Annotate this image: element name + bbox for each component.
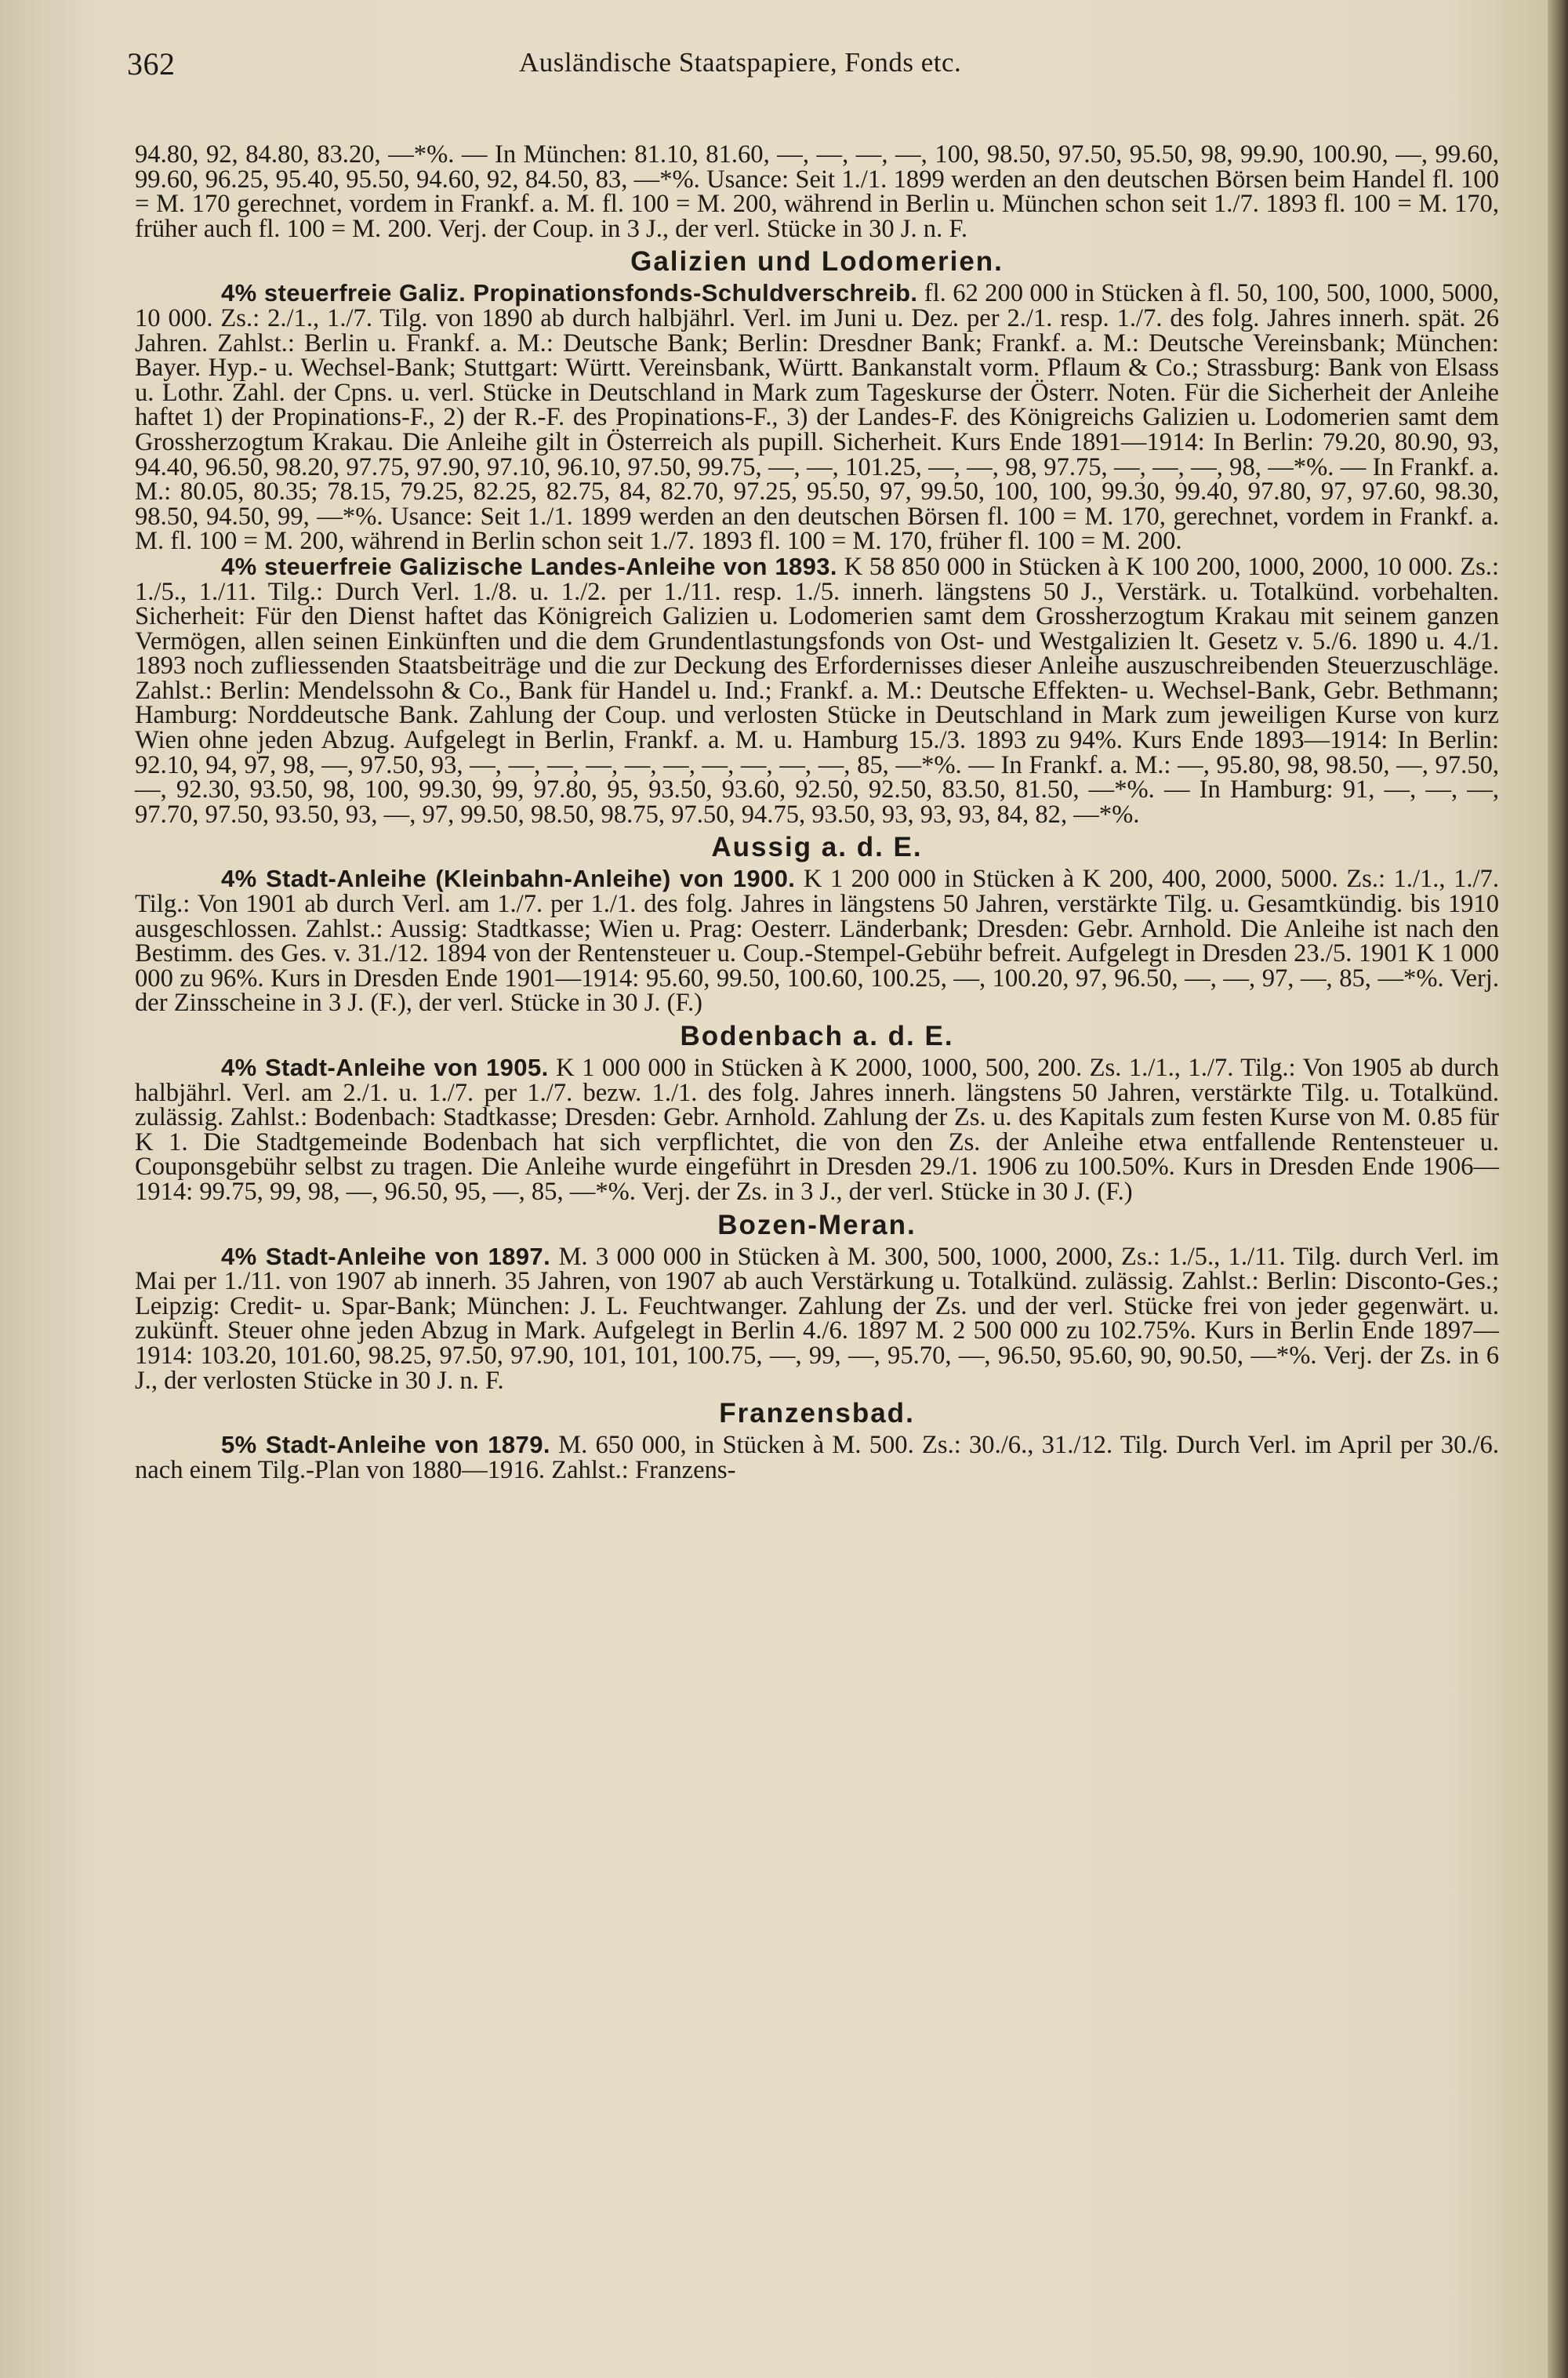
bond-entry-landes-anleihe-1893 (135, 554, 1499, 828)
bond-title: 4% Stadt-Anleihe von 1905. (221, 1054, 549, 1081)
continuation-paragraph (135, 140, 1499, 243)
region-heading-bodenbach: Bodenbach a. d. E. (680, 1021, 954, 1051)
entry-body: M. 3 000 000 in Stücken à M. 300, 500, 1000, 2000, Zs.: 1./5., 1./11. Tilg. durch Verl. im Mai per 1./11. von 1907 ab innerh. 35 Jahren, von 1907 ab auch Verstärkung u. Totalkünd. zulässig. Zahlst.: Berlin: Disconto-Ges.; Leipzig: Credit- u. Spar-Bank; München: J. L. Feuchtwanger. Zahlung der Zs. und der verl. Stücke frei von jeder gegenwärt. u. zukünft. Steuer ohne jeden Abzug in Mark. Aufgelegt in Berlin 4./6. 1897 M. 2 500 000 zu 102.75%. Kurs in Berlin Ende 1897—1914: 103.20, 101.60, 98.25, 97.50, 97.90, 101, 101, 100.75, —, 99, —, 95.70, —, 96.50, 95.60, 90, 90.50, —*%. Verj. der Zs. in 6 J., der verlosten Stücke in 30 J. n. F. (135, 1242, 1499, 1395)
page-number: 362 (127, 46, 176, 82)
entry-body: M. 650 000, in Stücken à M. 500. Zs.: 30./6., 31./12. Tilg. Durch Verl. im April per 30./6. nach einem Tilg.-Plan von 1880—1916. Zahlst.: Franzens- (135, 1431, 1499, 1484)
region-heading-aussig: Aussig a. d. E. (711, 832, 923, 863)
bond-entry-aussig-1900 (135, 866, 1499, 1016)
bond-title: 4% Stadt-Anleihe (Kleinbahn-Anleihe) von 1900. (221, 865, 796, 893)
entry-body: K 58 850 000 in Stücken à K 100 200, 1000, 2000, 10 000. Zs.: 1./5., 1./11. Tilg.: Durch Verl. 1./8. u. 1./2. per 1./11. resp. 1./5. innerh. längstens 50 J., Verstärk. u. Totalkünd. vorbehalten. Sicherheit: Für den Dienst haftet das Königreich Galizien u. Lodomerien samt dem Grossherzogtum Krakau mit seinem ganzen Vermögen, allen seinen Einkünften und die dem Grundentlastungsfonds von Ost- und Westgalizien lt. Gesetz v. 5./6. 1890 u. 4./1. 1893 noch zufliessenden Staatsbeiträge und die zur Deckung des Erfordernisses dieser Anleihe auszuschreibenden Steuerzuschläge. Zahlst.: Berlin: Mendelssohn & Co., Bank für Handel u. Ind.; Frankf. a. M.: Deutsche Effekten- u. Wechsel-Bank, Gebr. Bethmann; Hamburg: Norddeutsche Bank. Zahlung der Coup. und verlosten Stücke in Deutschland in Mark zum jeweiligen Kurse von kurz Wien ohne jeden Abzug. Aufgelegt in Berlin, Frankf. a. M. u. Hamburg 15./3. 1893 zu 94%. Kurs Ende 1893—1914: In Berlin: 92.10, 94, 97, 98, —, 97.50, 93, —, —, —, —, —, —, —, —, —, —, 85, —*%. — In Frankf. a. M.: —, 95.80, 98, 98.50, —, 97.50, —, 92.30, 93.50, 98, 100, 99.30, 99, 97.80, 95, 93.50, 93.60, 92.50, 92.50, 83.50, 81.50, —*%. — In Hamburg: 91, —, —, —, 97.70, 97.50, 93.50, 93, —, 97, 99.50, 98.50, 98.75, 97.50, 94.75, 93.50, 93, 93, 93, 84, 82, —*%. (135, 552, 1499, 829)
bond-title: 4% steuerfreie Galizische Landes-Anleihe von 1893. (221, 552, 837, 580)
page-header (127, 45, 1499, 88)
region-heading-galizien: Galizien und Lodomerien. (630, 246, 1004, 278)
entry-body: fl. 62 200 000 in Stücken à fl. 50, 100, 500, 1000, 5000, 10 000. Zs.: 2./1., 1./7. Tilg. von 1890 ab durch halbjährl. Verl. im Juni u. Dez. per 2./1. resp. 1./7. des folg. Jahres innerh. spät. 26 Jahren. Zahlst.: Berlin u. Frankf. a. M.: Deutsche Bank; Berlin: Dresdner Bank; Frankf. a. M.: Deutsche Vereinsbank; München: Bayer. Hyp.- u. Wechsel-Bank; Stuttgart: Württ. Vereinsbank, Württ. Bankanstalt vorm. Pflaum & Co.; Strassburg: Bank von Elsass u. Lothr. Zahl. der Cpns. u. verl. Stücke in Deutschland in Mark zum Tageskurse der Österr. Noten. Für die Sicherheit der Anleihe haftet 1) der Propinations-F., 2) der R.-F. des Propinations-F., 3) der Landes-F. des Königreichs Galizien u. Lodomerien samt dem Grossherzogtum Krakau. Die Anleihe gilt in Österreich als pupill. Sicherheit. Kurs Ende 1891—1914: In Berlin: 79.20, 80.90, 93, 94.40, 96.50, 98.20, 97.75, 97.90, 97.10, 96.10, 97.50, 99.75, —, —, 101.25, —, —, 98, 97.75, —, —, —, 98, —*%. — In Frankf. a. M.: 80.05, 80.35; 78.15, 79.25, 82.25, 82.75, 84, 82.70, 97.25, 95.50, 97, 99.50, 100, 100, 99.30, 99.40, 97.80, 97, 97.60, 98.30, 98.50, 94.50, 99, —*%. Usance: Seit 1./1. 1899 werden an den deutschen Börsen fl. 100 = M. 170, gerechnet, vordem in Frankf. a. M. fl. 100 = M. 200, während in Berlin schon seit 1./7. 1893 fl. 100 = M. 170, früher fl. 100 = M. 200. (135, 279, 1500, 556)
running-title: Ausländische Staatspapiere, Fonds etc. (519, 47, 962, 78)
bond-entry-bozen-1897 (135, 1244, 1499, 1394)
region-heading-bozen-meran: Bozen-Meran. (717, 1209, 916, 1240)
page-binding-edge (1548, 0, 1568, 2378)
bond-title: 5% Stadt-Anleihe von 1879. (221, 1431, 550, 1459)
page-content (127, 45, 1500, 1484)
entry-body: 94.80, 92, 84.80, 83.20, —*%. — In München: 81.10, 81.60, —, —, —, —, 100, 98.50, 97.50, 95.50, 98, 99.90, 100.90, —, 99.60, 99.60, 96.25, 95.40, 95.50, 94.60, 92, 84.50, 83, —*%. Usance: Seit 1./1. 1899 werden an den deutschen Börsen beim Handel fl. 100 = M. 170 gerechnet, vordem in Frankf. a. M. fl. 100 = M. 200, während in Berlin u. München schon seit 1./7. 1893 fl. 100 = M. 170, früher auch fl. 100 = M. 200. Verj. der Coup. in 3 J., der verl. Stücke in 30 J. n. F. (135, 140, 1499, 243)
entry-body: K 1 000 000 in Stücken à K 2000, 1000, 500, 200. Zs. 1./1., 1./7. Tilg.: Von 1905 ab durch halbjährl. Verl. am 2./1. u. 1./7. per 1./7. bezw. 1./1. des folg. Jahres innerh. längstens 50 Jahren, verstärkte Tilg. u. Totalkünd. zulässig. Zahlst.: Bodenbach: Stadtkasse; Dresden: Gebr. Arnhold. Zahlung der Zs. u. des Kapitals zum festen Kurse von M. 0.85 für K 1. Die Stadtgemeinde Bodenbach hat sich verpflichtet, die von den Zs. der Anleihe etwa entfallende Rentensteuer u. Couponsgebühr selbst zu tragen. Die Anleihe wurde eingeführt in Dresden 29./1. 1906 zu 100.50%. Kurs in Dresden Ende 1906—1914: 99.75, 99, 98, —, 96.50, 95, —, 85, —*%. Verj. der Zs. in 3 J., der verl. Stücke in 30 J. (F.) (135, 1054, 1499, 1206)
entry-body: K 1 200 000 in Stücken à K 200, 400, 2000, 5000. Zs.: 1./1., 1./7. Tilg.: Von 1901 ab durch Verl. am 1./7. per 1./1. des folg. Jahres in längstens 50 Jahren, verstärkte Tilg. u. Gesamtkündig. bis 1910 ausgeschlossen. Zahlst.: Aussig: Stadtkasse; Wien u. Prag: Oesterr. Länderbank; Dresden: Gebr. Arnhold. Die Anleihe ist nach den Bestimm. des Ges. v. 31./12. 1894 von der Rentensteuer u. Coup.-Stempel-Gebühr befreit. Aufgelegt in Dresden 23./5. 1901 K 1 000 000 zu 96%. Kurs in Dresden Ende 1901—1914: 95.60, 99.50, 100.60, 100.25, —, 100.20, 97, 96.50, —, —, 97, —, 85, —*%. Verj. der Zinsscheine in 3 J. (F.), der verl. Stücke in 30 J. (F.) (135, 865, 1499, 1018)
bond-title: 4% Stadt-Anleihe von 1897. (221, 1242, 551, 1270)
bond-entry-franzensbad-1879 (135, 1432, 1499, 1483)
bond-entry-bodenbach-1905 (135, 1055, 1499, 1205)
bond-title: 4% steuerfreie Galiz. Propinationsfonds-Schuldverschreib. (221, 279, 918, 307)
region-heading-franzensbad: Franzensbad. (719, 1398, 915, 1429)
bond-entry-propinationsfonds (135, 281, 1499, 554)
